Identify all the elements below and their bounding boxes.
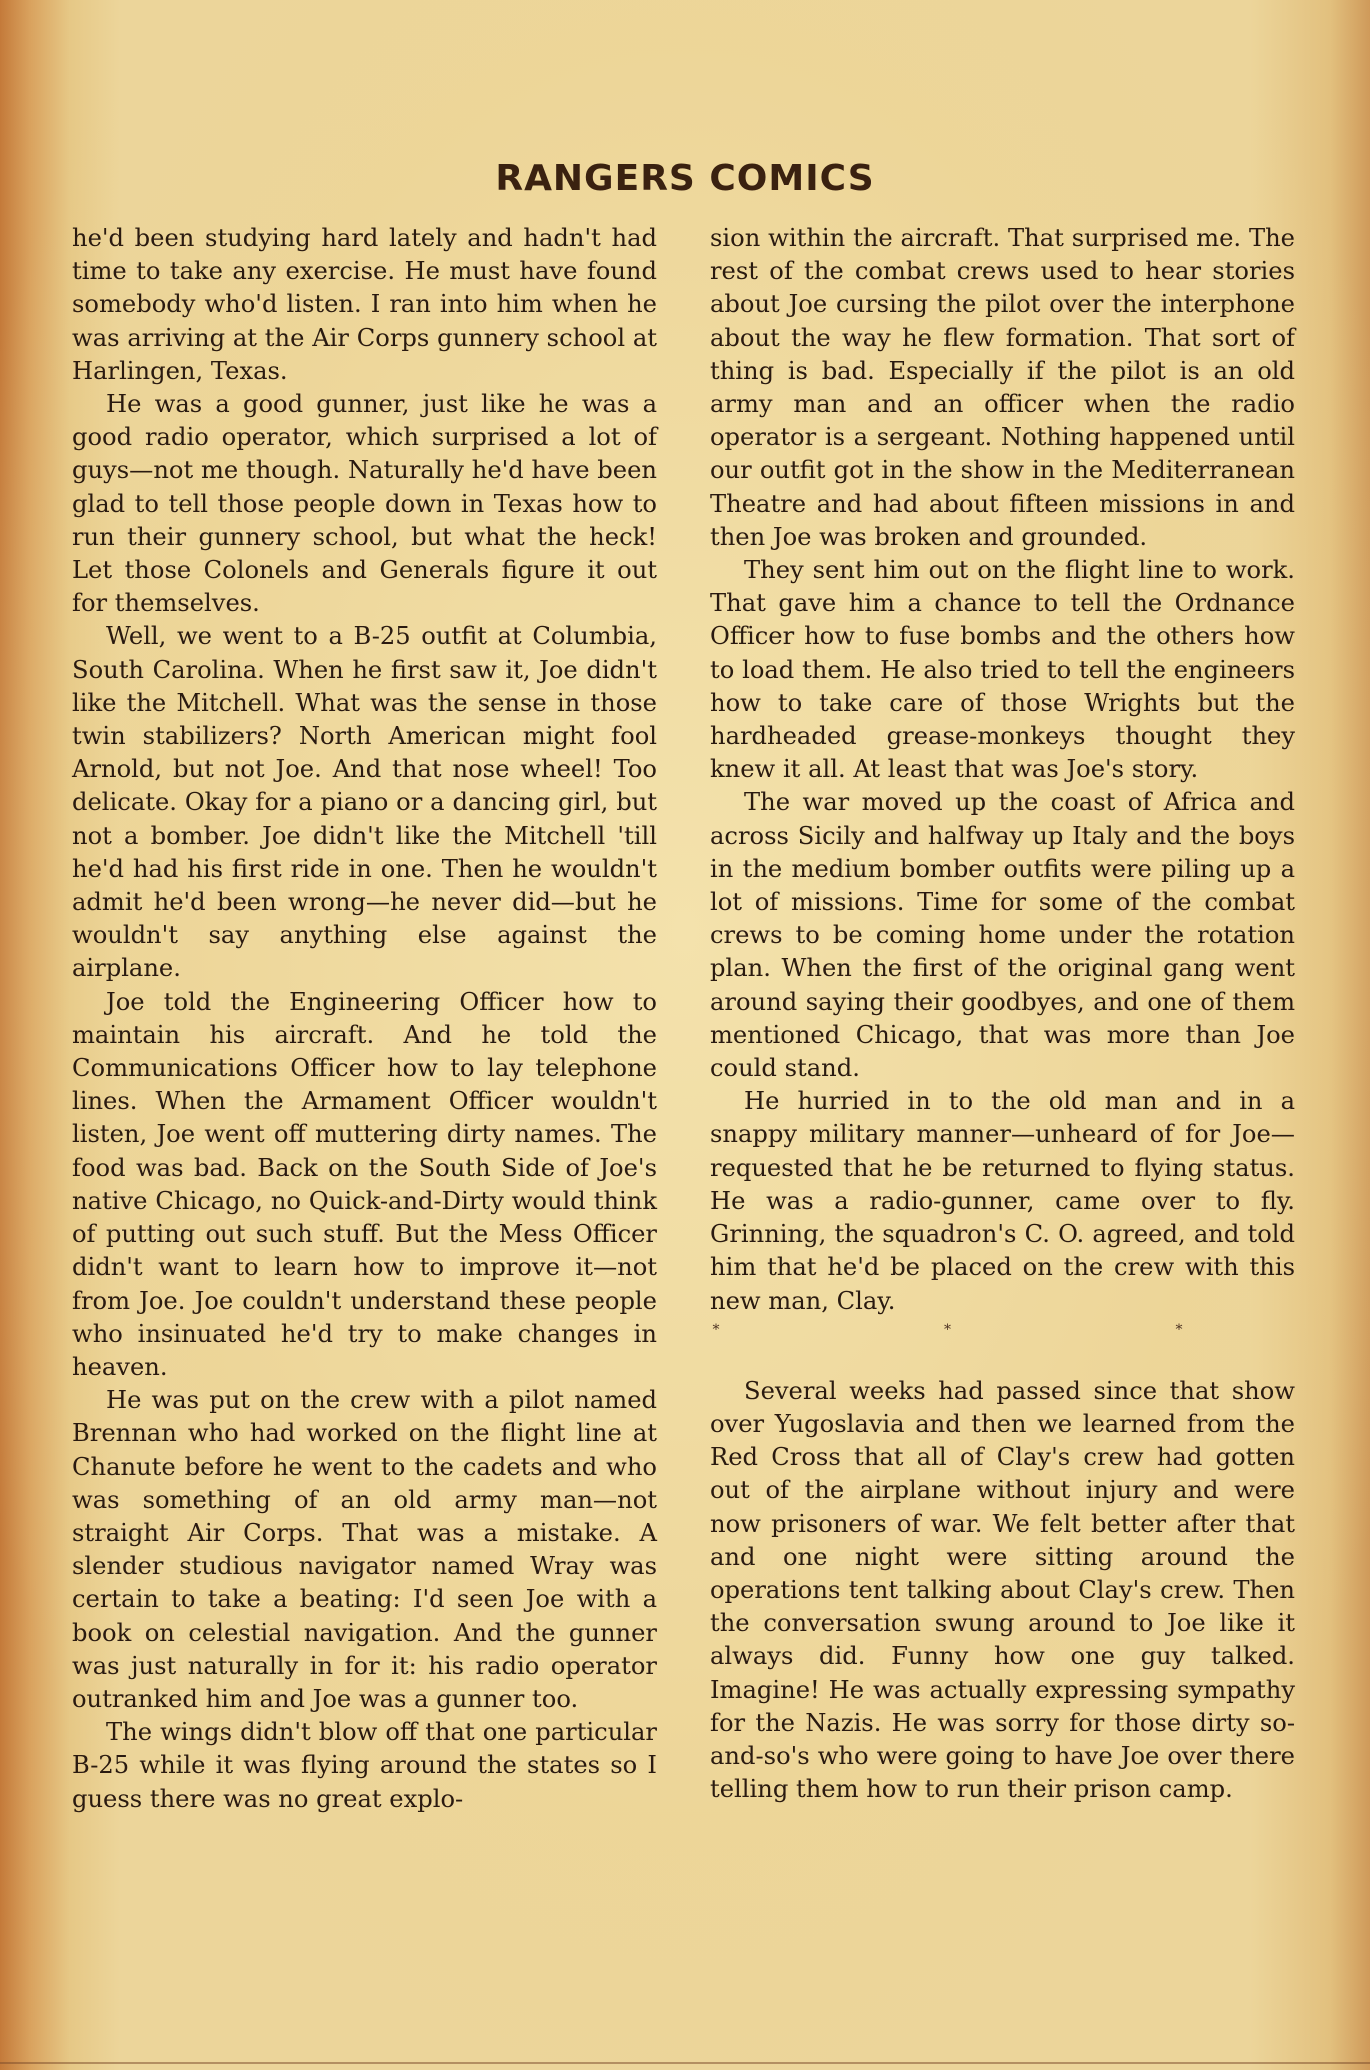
paragraph: He was a good gunner, just like he was a good radio operator, which surprised a lot of guys—not me though. Naturally he'd have been glad to tell those people down in Texas how to run their gunnery school, but what the heck! Let those Colonels and Generals figure it out for themselves. (72, 390, 657, 618)
paragraph: Well, we went to a B-25 outfit at Columbia, South Carolina. When he first saw it, Joe didn't like the Mitchell. What was the sense in those twin stabilizers? North American might fool Arnold, but not Joe. And that nose wheel! Too delicate. Okay for a piano or a dancing girl, but not a bomber. Joe didn't like the Mitchell 'till he'd had his first ride in one. Then he wouldn't admit he'd been wrong—he never did—but he wouldn't say anything else against the airplane. (72, 622, 657, 983)
paragraph: They sent him out on the flight line to work. That gave him a chance to tell the Ordnance Officer how to fuse bombs and the others how to load them. He also tried to tell the engineers how to take care of those Wrights but the hardheaded grease-monkeys thought they knew it all. At least that was Joe's story. (710, 556, 1295, 784)
paragraph: he'd been studying hard lately and hadn't had time to take any exercise. He must have found somebody who'd listen. I ran into him when he was arriving at the Air Corps gunnery school at Harlingen, Texas. (72, 224, 657, 385)
paragraph: He was put on the crew with a pilot named Brennan who had worked on the flight line at Chanute before he went to the cadets and who was something of an old army man—not straight Air Corps. That was a mistake. A slender studious navigator named Wray was certain to take a beating: I'd seen Joe with a book on celestial navigation. And the gunner was just naturally in for it: his radio operator outranked him and Joe was a gunner too. (72, 1386, 657, 1713)
paragraph: The wings didn't blow off that one particular B-25 while it was flying around the states so I guess there was no great explo- (72, 1718, 657, 1813)
paragraph: He hurried in to the old man and in a snappy military manner—unheard of for Joe—requested that he be returned to flying status. He was a radio-gunner, came over to fly. Grinning, the squadron's C. O. agreed, and told him that he'd be placed on the crew with this new man, Clay. (710, 1087, 1295, 1315)
page-edge-divider (0, 2062, 1370, 2064)
page-title: RANGERS COMICS (495, 158, 875, 199)
paragraph: The war moved up the coast of Africa and across Sicily and halfway up Italy and the boys in the medium bomber outfits were piling up a lot of missions. Time for some of the combat crews to be coming home under the rotation plan. When the first of the original gang went around saying their goodbyes, and one of them mentioned Chicago, that was more than Joe could stand. (710, 788, 1295, 1083)
paragraph: Joe told the Engineering Officer how to maintain his aircraft. And he told the Communications Officer how to lay telephone lines. When the Armament Officer wouldn't listen, Joe went off muttering dirty names. The food was bad. Back on the South Side of Joe's native Chicago, no Quick-and-Dirty would think of putting out such stuff. But the Mess Officer didn't want to learn how to improve it—not from Joe. Joe couldn't understand these people who insinuated he'd try to make changes in heaven. (72, 987, 657, 1381)
paragraph: sion within the aircraft. That surprised me. The rest of the combat crews used to hear stories about Joe cursing the pilot over the interphone about the way he flew formation. That sort of thing is bad. Especially if the pilot is an old army man and an officer when the radio operator is a sergeant. Nothing happened until our outfit got in the show in the Mediterranean Theatre and had about fifteen missions in and then Joe was broken and grounded. (710, 224, 1295, 551)
left-column (72, 222, 657, 1882)
right-column (710, 222, 1295, 1882)
paragraph: Several weeks had passed since that show over Yugoslavia and then we learned from the Red Cross that all of Clay's crew had gotten out of the airplane without injury and were now prisoners of war. We felt better after that and one night were sitting around the operations tent talking about Clay's crew. Then the conversation swung around to Joe like it always did. Funny how one guy talked. Imagine! He was actually expressing sympathy for the Nazis. He was sorry for those dirty so-and-so's who were going to have Joe over there telling them how to run their prison camp. (710, 1376, 1295, 1804)
section-break: * * * (712, 1321, 1293, 1338)
